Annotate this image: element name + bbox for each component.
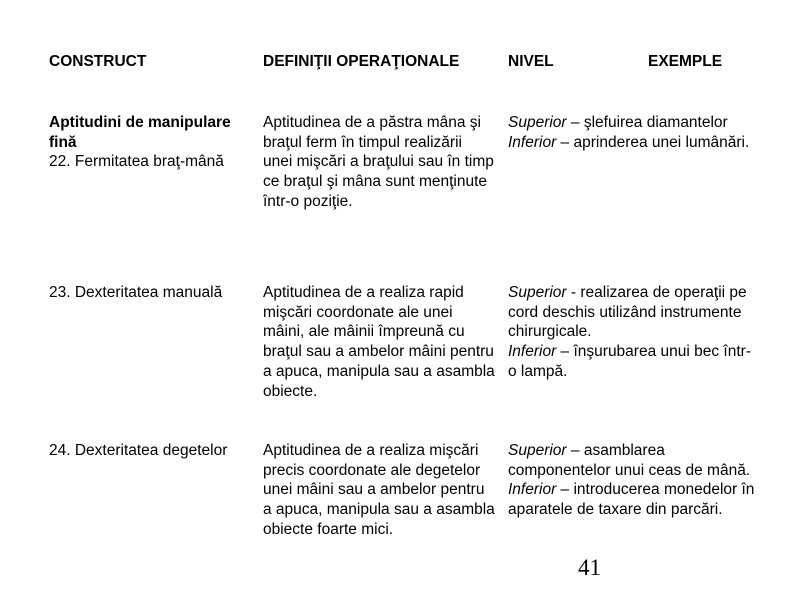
- superior-example: – asamblarea componentelor unui ceas de mână.: [508, 442, 751, 479]
- header-level: NIVEL: [508, 53, 554, 70]
- inferior-example: – înşurubarea unui bec într-o lampă.: [508, 343, 751, 380]
- row-22-construct-cell: [49, 113, 244, 172]
- page-number: 41: [578, 555, 601, 580]
- superior-label: Superior: [508, 442, 567, 459]
- row-23-examples: [508, 283, 758, 382]
- inferior-label: Inferior: [508, 133, 557, 151]
- header-examples: EXEMPLE: [648, 53, 723, 70]
- inferior-label: Inferior: [508, 343, 557, 361]
- row-22-definition: Aptitudinea de a păstra mâna şi braţul ferm în timpul realizării unei mişcări a braţului sau în timp ce braţul şi mâna sunt menţinute într-o poziţie.: [263, 114, 494, 210]
- row-23-construct: 23. Dexteritatea manuală: [49, 284, 223, 301]
- row-23-definition: Aptitudinea de a realiza rapid mişcări coordonate ale unei mâini, ale mâinii împreună cu braţul sau a ambelor mâini pentru a apuca, manipula sau a asambla obiecte.: [263, 284, 495, 400]
- inferior-example: – aprinderea unei lumânări.: [556, 133, 750, 151]
- inferior-example: – introducerea monedelor în aparatele de taxare din parcări.: [508, 481, 755, 519]
- row-24-examples: [508, 441, 758, 520]
- inferior-label: Inferior: [508, 481, 557, 499]
- construct-name: 22. Fermitatea braţ-mână: [49, 153, 224, 171]
- superior-example: – şlefuirea diamantelor: [566, 114, 728, 131]
- superior-label: Superior: [508, 284, 567, 301]
- header-construct: CONSTRUCT: [49, 53, 147, 70]
- construct-group-title: Aptitudini de manipulare fină: [49, 114, 231, 151]
- superior-label: Superior: [508, 114, 567, 131]
- superior-example: - realizarea de operaţii pe cord deschis utilizând instrumente chirurgicale.: [508, 284, 747, 341]
- row-24-construct: 24. Dexteritatea degetelor: [49, 442, 228, 459]
- row-22-examples: [508, 113, 758, 152]
- header-definitions: DEFINIŢII OPERAŢIONALE: [263, 53, 460, 70]
- row-24-definition: Aptitudinea de a realiza mişcări precis coordonate ale degetelor unei mâini sau a ambelor pentru a apuca, manipula sau a asambla obiecte foarte mici.: [263, 442, 495, 538]
